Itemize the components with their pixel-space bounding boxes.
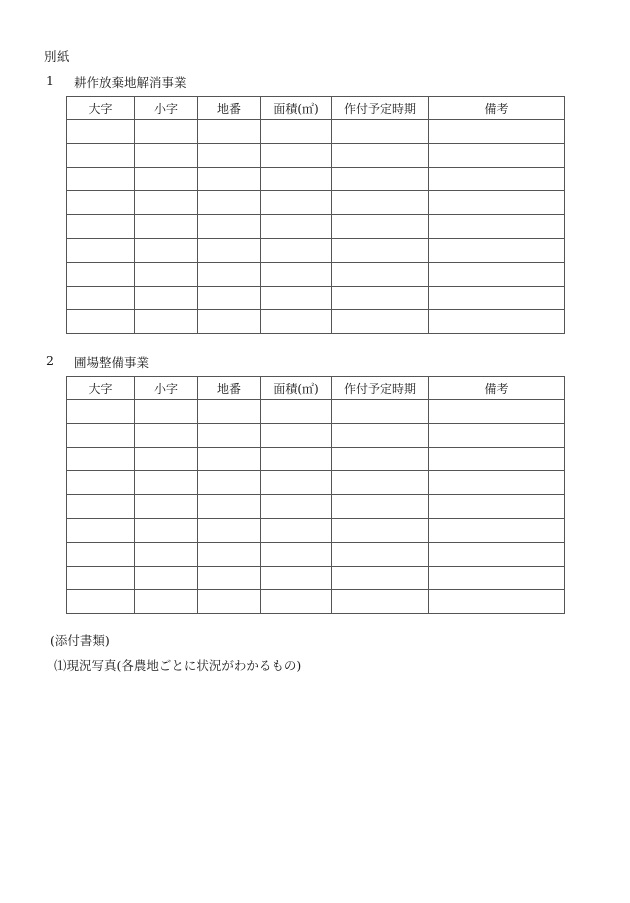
table-cell <box>135 215 198 239</box>
table-cell <box>135 400 198 424</box>
table-cell <box>261 566 332 590</box>
table-row <box>67 423 565 447</box>
table-cell <box>198 143 261 167</box>
table-cell <box>429 191 565 215</box>
table-cell <box>67 471 135 495</box>
table-cell <box>67 262 135 286</box>
table-cell <box>429 495 565 519</box>
table-cell <box>135 310 198 334</box>
column-header-remarks: 備考 <box>429 377 565 400</box>
table-cell <box>332 471 429 495</box>
table-cell <box>67 191 135 215</box>
table-cell <box>135 495 198 519</box>
table-cell <box>429 167 565 191</box>
table-cell <box>261 590 332 614</box>
table-cell <box>429 215 565 239</box>
table-cell <box>135 262 198 286</box>
section-heading-1 <box>46 73 187 91</box>
table-cell <box>198 286 261 310</box>
column-header-oaza: 大字 <box>67 97 135 120</box>
table-cell <box>67 566 135 590</box>
table-cell <box>261 191 332 215</box>
table-row <box>67 400 565 424</box>
table-header-row <box>67 97 565 120</box>
table-cell <box>261 471 332 495</box>
table-cell <box>198 191 261 215</box>
table-cell <box>429 310 565 334</box>
table-cell <box>429 262 565 286</box>
table-row <box>67 447 565 471</box>
table-cell <box>198 590 261 614</box>
table-cell <box>332 143 429 167</box>
table-cell <box>261 310 332 334</box>
table-cell <box>198 542 261 566</box>
table-cell <box>332 447 429 471</box>
table-cell <box>67 310 135 334</box>
table-cell <box>198 471 261 495</box>
table-row <box>67 495 565 519</box>
column-header-chiban: 地番 <box>198 377 261 400</box>
table-cell <box>67 400 135 424</box>
table-cell <box>261 262 332 286</box>
table-cell <box>261 447 332 471</box>
table-row <box>67 542 565 566</box>
attachment-item: ⑴現況写真(各農地ごとに状況がわかるもの) <box>54 658 302 673</box>
table-row <box>67 120 565 144</box>
table-row <box>67 143 565 167</box>
table-cell <box>261 423 332 447</box>
table-cell <box>332 566 429 590</box>
table-cell <box>261 400 332 424</box>
table-cell <box>198 238 261 262</box>
table-cell <box>429 447 565 471</box>
table-cell <box>135 590 198 614</box>
column-header-area: 面積(㎡) <box>261 97 332 120</box>
table-cell <box>332 191 429 215</box>
section-title: 耕作放棄地解消事業 <box>74 75 187 90</box>
table-cell <box>135 191 198 215</box>
table-cell <box>198 310 261 334</box>
table-cell <box>261 238 332 262</box>
land-table-1 <box>66 96 565 334</box>
table-cell <box>332 423 429 447</box>
table-row <box>67 310 565 334</box>
table-row <box>67 262 565 286</box>
table-header-row <box>67 377 565 400</box>
table-cell <box>429 143 565 167</box>
table-cell <box>135 423 198 447</box>
table-cell <box>135 566 198 590</box>
table-cell <box>332 215 429 239</box>
table-row <box>67 215 565 239</box>
table-cell <box>429 286 565 310</box>
table-row <box>67 191 565 215</box>
table-cell <box>332 262 429 286</box>
table-cell <box>261 518 332 542</box>
table-cell <box>135 542 198 566</box>
document-label: 別紙 <box>44 49 71 64</box>
table-cell <box>198 566 261 590</box>
table-cell <box>332 238 429 262</box>
land-table-2 <box>66 376 565 614</box>
table-cell <box>332 310 429 334</box>
table-cell <box>135 447 198 471</box>
table-cell <box>67 143 135 167</box>
table-row <box>67 471 565 495</box>
table-cell <box>261 167 332 191</box>
table-cell <box>429 590 565 614</box>
table-cell <box>135 286 198 310</box>
table-cell <box>67 238 135 262</box>
table-row <box>67 566 565 590</box>
column-header-area: 面積(㎡) <box>261 377 332 400</box>
table-cell <box>135 518 198 542</box>
table-cell <box>332 167 429 191</box>
column-header-planting-period: 作付予定時期 <box>332 97 429 120</box>
table-row <box>67 590 565 614</box>
table-cell <box>261 143 332 167</box>
column-header-koaza: 小字 <box>135 377 198 400</box>
table-cell <box>67 120 135 144</box>
table-cell <box>332 400 429 424</box>
table-cell <box>332 286 429 310</box>
table-cell <box>332 590 429 614</box>
table-row <box>67 286 565 310</box>
table-cell <box>332 120 429 144</box>
column-header-koaza: 小字 <box>135 97 198 120</box>
table-cell <box>67 167 135 191</box>
column-header-oaza: 大字 <box>67 377 135 400</box>
table-cell <box>198 518 261 542</box>
table-cell <box>135 167 198 191</box>
table-cell <box>198 167 261 191</box>
table-cell <box>429 542 565 566</box>
column-header-planting-period: 作付予定時期 <box>332 377 429 400</box>
table-cell <box>429 518 565 542</box>
table-cell <box>135 143 198 167</box>
table-row <box>67 238 565 262</box>
section-heading-2 <box>46 353 149 371</box>
table-cell <box>429 238 565 262</box>
table-cell <box>429 423 565 447</box>
table-row <box>67 518 565 542</box>
table-cell <box>135 471 198 495</box>
table-cell <box>332 542 429 566</box>
table-cell <box>67 423 135 447</box>
table-cell <box>332 518 429 542</box>
table-cell <box>198 495 261 519</box>
table-cell <box>261 286 332 310</box>
table-cell <box>198 400 261 424</box>
table-cell <box>198 423 261 447</box>
table-cell <box>135 238 198 262</box>
attachments-title: (添付書類) <box>50 633 110 648</box>
table-cell <box>198 120 261 144</box>
table-cell <box>429 400 565 424</box>
table-cell <box>135 120 198 144</box>
table-cell <box>261 542 332 566</box>
table-cell <box>67 447 135 471</box>
table-cell <box>67 286 135 310</box>
table-cell <box>429 566 565 590</box>
section-number: 2 <box>46 353 54 368</box>
table-cell <box>261 120 332 144</box>
table-cell <box>198 447 261 471</box>
table-cell <box>67 518 135 542</box>
table-cell <box>429 471 565 495</box>
table-cell <box>198 262 261 286</box>
section-number: 1 <box>46 73 54 88</box>
table-cell <box>198 215 261 239</box>
table-cell <box>67 590 135 614</box>
column-header-chiban: 地番 <box>198 97 261 120</box>
table-row <box>67 167 565 191</box>
table-cell <box>67 495 135 519</box>
table-cell <box>261 215 332 239</box>
table-cell <box>332 495 429 519</box>
section-title: 圃場整備事業 <box>74 355 150 370</box>
column-header-remarks: 備考 <box>429 97 565 120</box>
table-cell <box>261 495 332 519</box>
table-cell <box>429 120 565 144</box>
table-cell <box>67 542 135 566</box>
table-cell <box>67 215 135 239</box>
